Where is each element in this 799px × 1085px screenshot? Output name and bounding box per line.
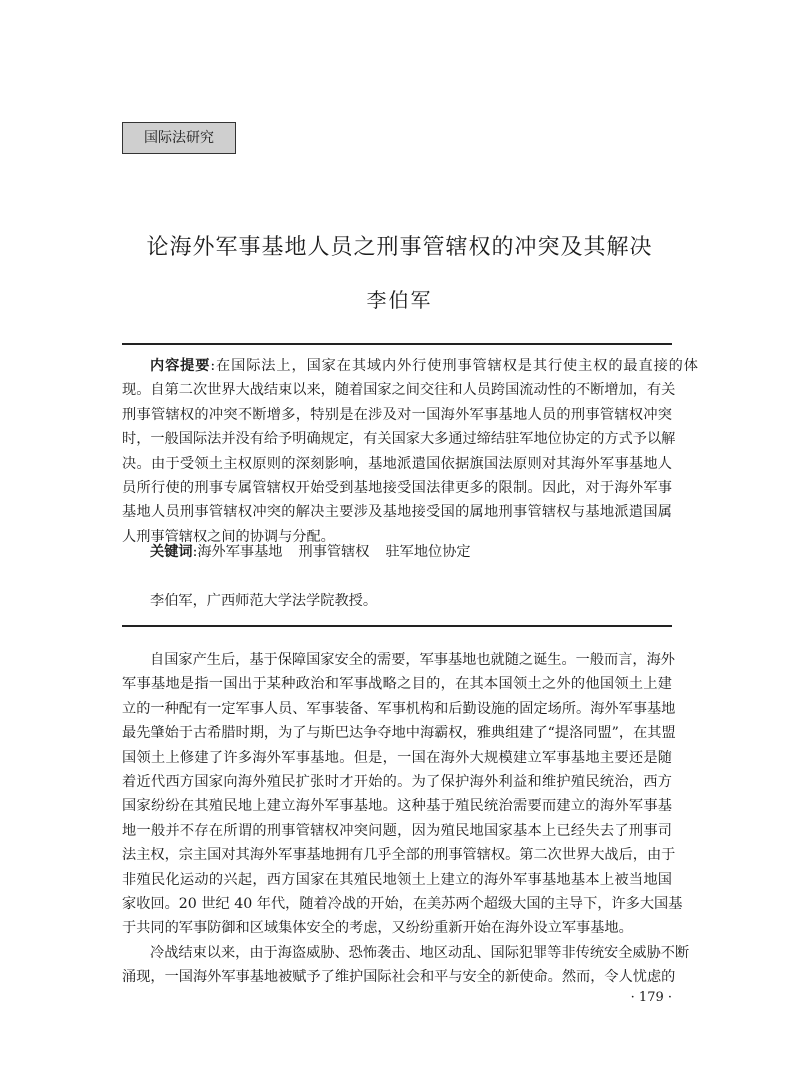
abstract-line [122,354,699,378]
abstract-text: 现。自第二次世界大战结束以来，随着国家之间交往和人员跨国流动性的不断增加，有关 [122,382,676,399]
body-line: 冷战结束以来，由于海盗威胁、恐怖袭击、地区动乱、国际犯罪等非传统安全威胁不断 [150,944,690,961]
abstract-text: 员所行使的刑事专属管辖权开始受到基地接受国法律更多的限制。因此，对于海外军事 [122,479,672,496]
body-line: 军事基地是指一国出于某种政治和军事战略之目的，在其本国领土之外的他国领土上建 [122,676,672,693]
keyword: 刑事管辖权 [298,544,370,560]
body-line: 国领土上修建了许多海外军事基地。但是，一国在海外大规模建立军事基地主要还是随 [122,749,672,766]
abstract-line [122,378,676,402]
body-line: 最先肇始于古希腊时期，为了与斯巴达争夺地中海霸权，雅典组建了“提洛同盟”，在其盟 [122,725,676,742]
abstract-line [122,452,672,476]
top-divider [122,343,672,345]
abstract-line [122,476,672,500]
keywords-label: 关键词 [150,544,193,560]
abstract-text: 刑事管辖权的冲突不断增多，特别是在涉及对一国海外军事基地人员的刑事管辖权冲突 [122,406,672,423]
abstract-text: :在国际法上，国家在其域内外行使刑事管辖权是其行使主权的最直接的体 [210,358,699,374]
abstract [122,354,699,549]
page-number: · 179 · [630,990,672,1005]
abstract-text: 时，一般国际法并没有给予明确规定，有关国家大多通过缔结驻军地位协定的方式予以解 [122,431,676,448]
body-line: 家收回。20 世纪 40 年代，随着冷战的开始，在美苏两个超级大国的主导下，许多大国基 [122,895,683,912]
body-line: 于共同的军事防御和区域集体安全的考虑，又纷纷重新开始在海外设立军事基地。 [122,920,633,937]
article-title: 论海外军事基地人员之刑事管辖权的冲突及其解决 [146,235,653,260]
body-line: 国家纷纷在其殖民地上建立海外军事基地。这种基于殖民统治需要而建立的海外军事基 [122,798,672,815]
author-affiliation: 李伯军，广西师范大学法学院教授。 [150,593,378,609]
body-line: 非殖民化运动的兴起，西方国家在其殖民地领土上建立的海外军事基地基本上被当地国 [122,871,672,888]
section-label: 国际法研究 [122,122,236,154]
body-line: 着近代西方国家向海外殖民扩张时才开始的。为了保护海外利益和维护殖民统治，西方 [122,773,672,790]
bottom-divider [122,625,672,627]
abstract-text: 人刑事管辖权之间的协调与分配。 [122,528,335,545]
abstract-line [122,500,672,524]
body-line: 自国家产生后，基于保障国家安全的需要，军事基地也就随之诞生。一般而言，海外 [150,652,675,668]
keyword: 海外军事基地 [197,544,283,560]
body-line: 法主权，宗主国对其海外军事基地拥有几乎全部的刑事管辖权。第二次世界大战后，由于 [122,847,676,864]
body-line: 立的一种配有一定军事人员、军事装备、军事机构和后勤设施的固定场所。海外军事基地 [122,700,676,717]
abstract-text: 基地人员刑事管辖权冲突的解决主要涉及基地接受国的属地刑事管辖权与基地派遣国属 [122,504,672,521]
body-line: 涌现，一国海外军事基地被赋予了维护国际社会和平与安全的新使命。然而，令人忧虑的 [122,969,676,986]
abstract-line [122,427,676,451]
keywords: 关键词:海外军事基地 刑事管辖权 驻军地位协定 [150,544,471,560]
keyword: 驻军地位协定 [385,544,471,560]
abstract-label: 内容提要 [150,358,211,374]
body-line: 地一般并不存在所谓的刑事管辖权冲突问题，因为殖民地国家基本上已经失去了刑事司 [122,822,672,839]
article-author: 李伯军 [366,288,433,312]
body-text [122,648,690,989]
abstract-text: 决。由于受领土主权原则的深刻影响，基地派遣国依据旗国法原则对其海外军事基地人 [122,455,672,472]
abstract-line [122,403,672,427]
